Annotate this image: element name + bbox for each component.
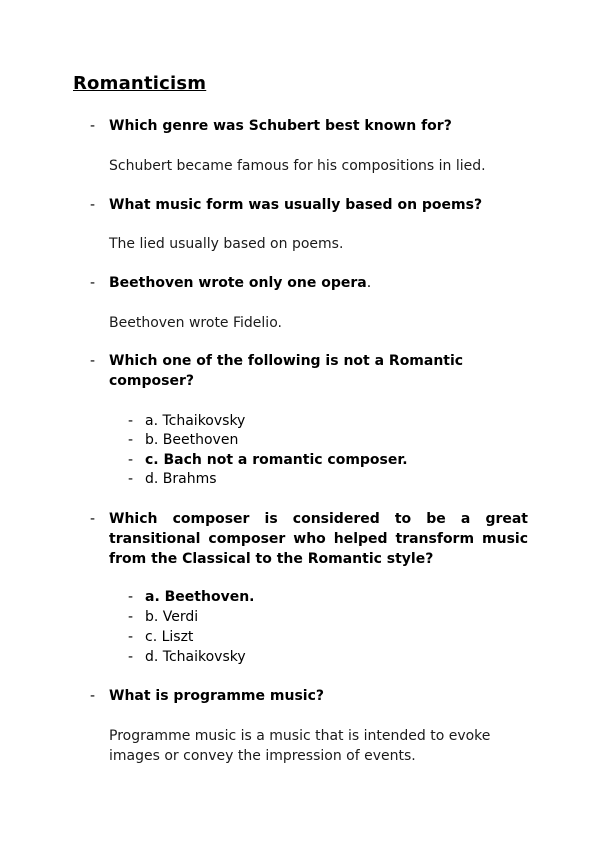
q4-option-a — [128, 411, 245, 431]
bullet-dash: - — [128, 471, 134, 487]
bullet-dash: - — [90, 511, 96, 527]
bullet-dash: - — [128, 589, 134, 605]
bullet-dash: - — [128, 413, 134, 429]
q4-option-c-correct — [128, 450, 408, 470]
page-title: Romanticism — [73, 73, 207, 94]
question-5-text: Which composer is considered to be a great transitional composer who helped transform music from the Classical to the Romantic style? — [109, 511, 528, 567]
question-1 — [90, 116, 528, 136]
q4-option-b — [128, 430, 238, 450]
question-4-text: Which one of the following is not a Romantic composer? — [109, 353, 464, 389]
answer-6: Programme music is a music that is intended to evoke images or convey the impression of events. — [109, 728, 491, 764]
option-text: a. Beethoven. — [145, 589, 255, 605]
q5-option-d — [128, 647, 246, 667]
question-3 — [90, 273, 528, 293]
option-text: d. Tchaikovsky — [145, 649, 246, 665]
q4-option-d — [128, 469, 217, 489]
question-3-bold: Beethoven wrote only one opera — [109, 275, 367, 291]
q5-option-c — [128, 627, 193, 647]
question-5 — [90, 509, 528, 569]
option-text: c. Bach not a romantic composer. — [145, 452, 408, 468]
option-text: d. Brahms — [145, 471, 217, 487]
question-2 — [90, 195, 528, 215]
bullet-dash: - — [90, 197, 96, 213]
bullet-dash: - — [90, 353, 96, 369]
bullet-dash: - — [90, 275, 96, 291]
bullet-dash: - — [128, 432, 134, 448]
question-6 — [90, 686, 528, 706]
question-3-text — [109, 273, 528, 293]
option-text: a. Tchaikovsky — [145, 413, 246, 429]
question-2-text: What music form was usually based on poems? — [109, 197, 483, 213]
q5-option-a-correct — [128, 587, 254, 607]
option-text: b. Beethoven — [145, 432, 239, 448]
answer-3: Beethoven wrote Fidelio. — [109, 315, 282, 331]
option-text: c. Liszt — [145, 629, 194, 645]
bullet-dash: - — [128, 452, 134, 468]
question-4 — [90, 351, 490, 391]
bullet-dash: - — [128, 649, 134, 665]
answer-1: Schubert became famous for his compositions in lied. — [109, 158, 486, 174]
q5-option-b — [128, 607, 198, 627]
option-text: b. Verdi — [145, 609, 199, 625]
question-1-text: Which genre was Schubert best known for? — [109, 118, 452, 134]
bullet-dash: - — [128, 609, 134, 625]
bullet-dash: - — [90, 118, 96, 134]
answer-2: The lied usually based on poems. — [109, 236, 344, 252]
question-6-text: What is programme music? — [109, 688, 324, 704]
bullet-dash: - — [128, 629, 134, 645]
question-3-period: . — [366, 275, 372, 291]
bullet-dash: - — [90, 688, 96, 704]
